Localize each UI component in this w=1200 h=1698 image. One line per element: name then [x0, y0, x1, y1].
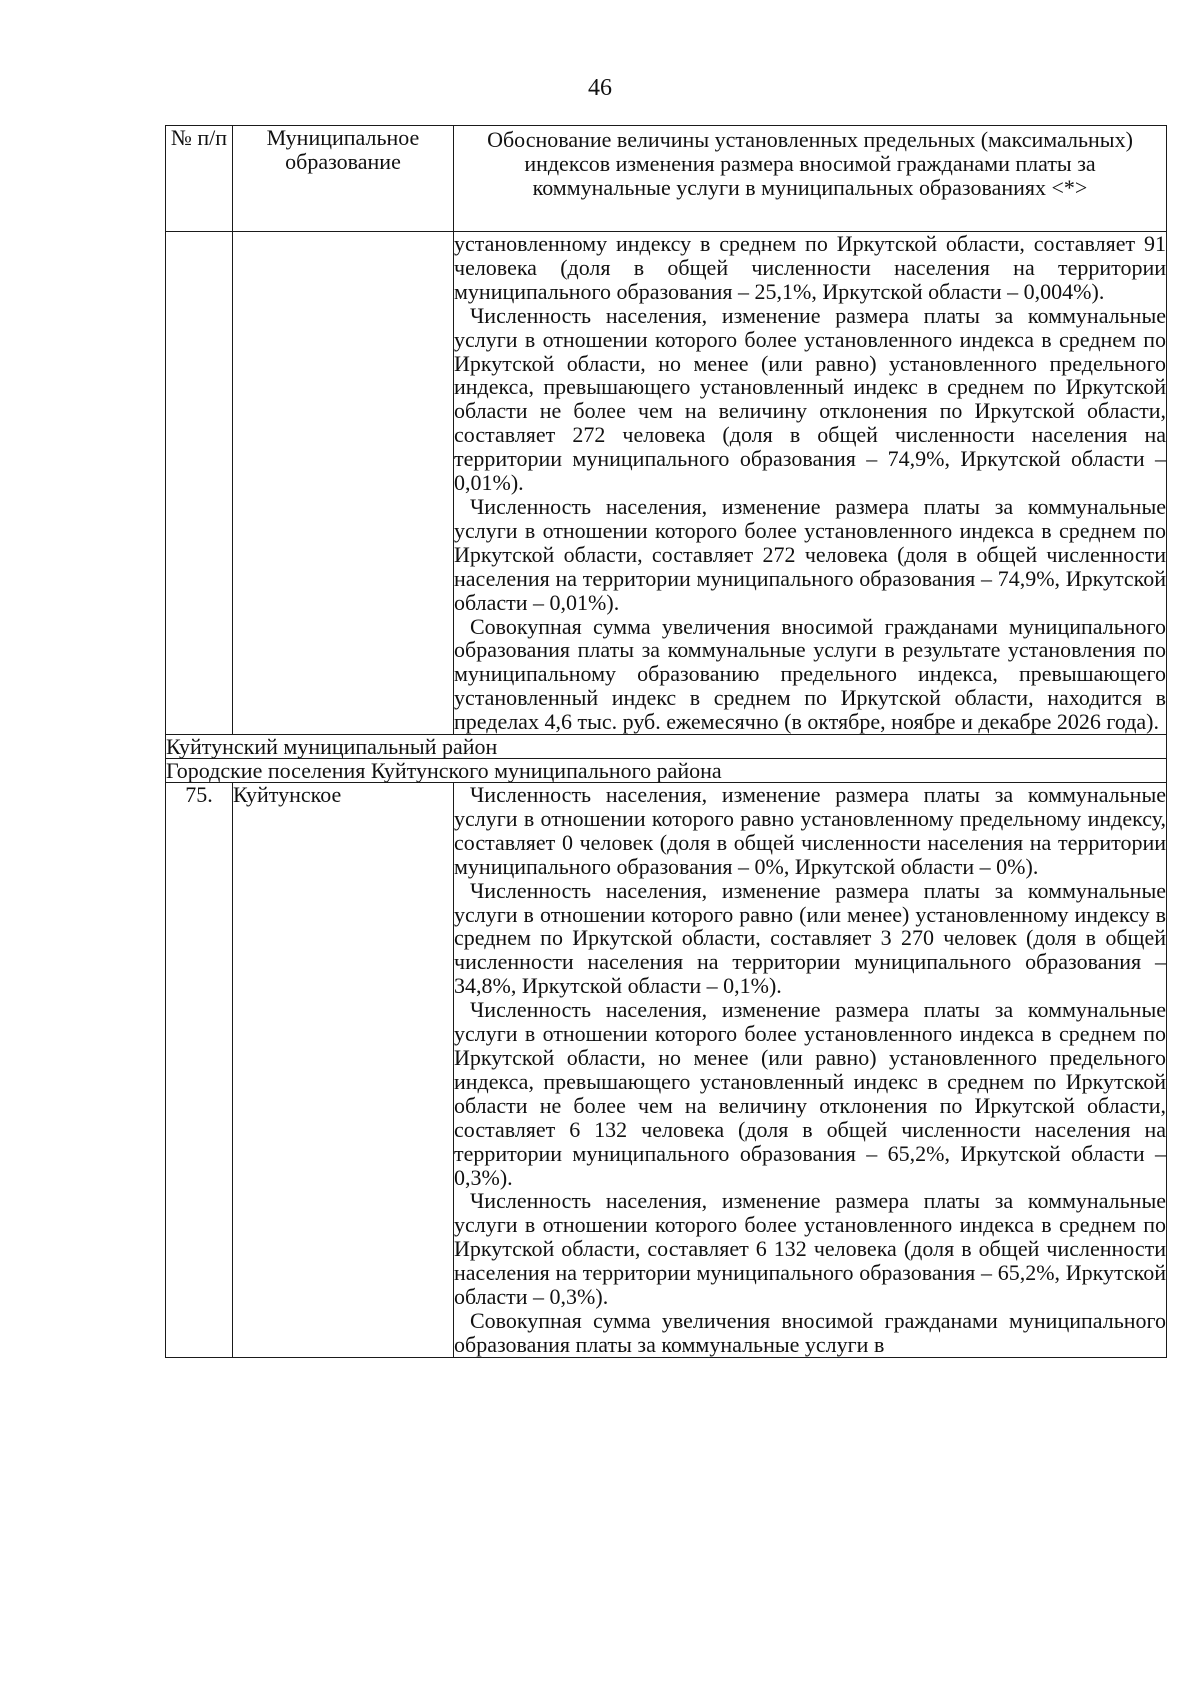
section-row — [166, 735, 1167, 759]
paragraph: Численность населения, изменение размера платы за коммунальные услуги в отношении которого равно установленному предельному индексу, составляет 0 человек (доля в общей численности населения на территории муниципального образования – 0%, Иркутской области – 0%). — [454, 782, 1166, 879]
table-row — [166, 783, 1167, 1358]
paragraph: Численность населения, изменение размера платы за коммунальные услуги в отношении которого более установленного индекса в среднем по Иркутской области, но менее (или равно) установленного предельного индекса, превышающего установленный индекс в среднем по Иркутской области не более чем на величину отклонения по Иркутской области, составляет 272 человека (доля в общей численности населения на территории муниципального образования – 74,9%, Иркутской области – 0,01%). — [454, 302, 1166, 496]
cell-municipality-empty — [233, 232, 454, 735]
paragraph: Совокупная сумма увеличения вносимой гражданами муниципального образования платы за коммунальные услуги в — [454, 1307, 1166, 1357]
header-justification: Обоснование величины установленных предельных (максимальных) индексов изменения размера вносимой гражданами платы за коммунальные услуги в муниципальных образованиях <*> — [454, 126, 1167, 232]
paragraph: Численность населения, изменение размера платы за коммунальные услуги в отношении которого более установленного индекса в среднем по Иркутской области, но менее (или равно) установленного предельного индекса, превышающего установленный индекс в среднем по Иркутской области не более чем на величину отклонения по Иркутской области, составляет 6 132 человека (доля в общей численности населения на территории муниципального образования – 65,2%, Иркутской области – 0,3%). — [454, 997, 1166, 1190]
paragraph: Численность населения, изменение размера платы за коммунальные услуги в отношении которого более установленного индекса в среднем по Иркутской области, составляет 272 человека (доля в общей численности населения на территории муниципального образования – 74,9%, Иркутской области – 0,01%). — [454, 493, 1166, 615]
subsection-row — [166, 759, 1167, 783]
page-number: 46 — [588, 75, 612, 101]
paragraph: установленному индексу в среднем по Иркутской области, составляет 91 человека (доля в общей численности населения на территории муниципального образования – 25,1%, Иркутской области – 0,004%). — [454, 231, 1166, 304]
table-header-row — [166, 126, 1167, 232]
table-row-continued — [166, 232, 1167, 735]
cell-justification-continued — [454, 232, 1167, 735]
section-title: Куйтунский муниципальный район — [166, 735, 1167, 759]
header-num: № п/п — [166, 126, 233, 232]
header-municipality: Муниципальное образование — [233, 126, 454, 232]
paragraph: Численность населения, изменение размера платы за коммунальные услуги в отношении которого равно (или менее) установленному индексу в среднем по Иркутской области, составляет 3 270 человек (доля в общей численности населения на территории муниципального образования – 34,8%, Иркутской области – 0,1%). — [454, 877, 1166, 999]
cell-num-empty — [166, 232, 233, 735]
row-number: 75. — [166, 783, 233, 1358]
paragraph: Совокупная сумма увеличения вносимой гражданами муниципального образования платы за коммунальные услуги в результате установления по муниципальному образованию предельного индекса, превышающего установленный индекс в среднем по Иркутской области, находится в пределах 4,6 тыс. руб. ежемесячно (в октябре, ноябре и декабре 2026 года). — [454, 613, 1166, 735]
subsection-title: Городские поселения Куйтунского муниципального района — [166, 759, 1167, 783]
row-justification — [454, 783, 1167, 1358]
row-municipality: Куйтунское — [233, 783, 454, 1358]
indices-table — [165, 125, 1167, 1358]
paragraph: Численность населения, изменение размера платы за коммунальные услуги в отношении которого более установленного индекса в среднем по Иркутской области, составляет 6 132 человека (доля в общей численности населения на территории муниципального образования – 65,2%, Иркутской области – 0,3%). — [454, 1188, 1166, 1310]
